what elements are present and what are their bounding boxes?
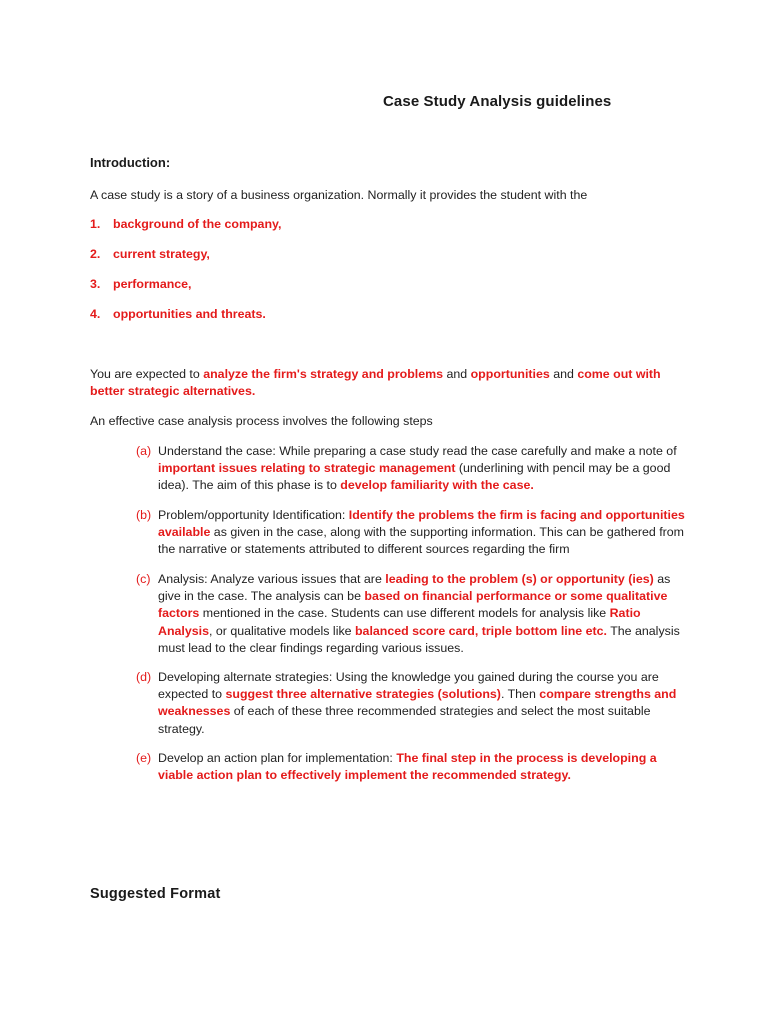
step-body <box>158 507 686 559</box>
step-a <box>136 443 686 495</box>
list-text: opportunities and threats. <box>113 307 266 321</box>
text-run: Problem/opportunity Identification: <box>158 508 349 522</box>
step-body <box>158 750 686 784</box>
emphasis-run: opportunities <box>470 367 550 381</box>
list-text: current strategy, <box>113 247 210 261</box>
step-label: (d) <box>136 670 152 684</box>
list-item <box>90 247 210 261</box>
emphasis-run: The final step in the process is developing a viable action plan to effectively implement the recommended strategy. <box>158 751 657 783</box>
introduction-heading: Introduction: <box>90 155 171 170</box>
list-item <box>90 277 192 291</box>
step-label: (a) <box>136 444 152 458</box>
step-body <box>158 443 686 495</box>
intro-paragraph: A case study is a story of a business organization. Normally it provides the student with the <box>90 188 588 202</box>
text-run: . Then <box>500 687 540 702</box>
text-run: as give in the case. The analysis can be <box>158 572 671 604</box>
text-run: (underlining with pencil may be a good idea). The aim of this phase is to <box>158 461 671 493</box>
text-run: and <box>443 367 471 381</box>
list-number: 2. <box>90 247 101 261</box>
text-run: The analysis must lead to the clear findings regarding various issues. <box>158 623 680 655</box>
step-label: (c) <box>136 572 151 586</box>
text-run: Analysis: Analyze various issues that are <box>158 572 386 586</box>
emphasis-run: balanced score card, triple bottom line etc. <box>354 623 607 638</box>
text-run: You are expected to <box>90 367 204 381</box>
text-run: Developing alternate strategies: Using the knowledge you gained during the course you are expected to <box>158 670 659 702</box>
emphasis-run: suggest three alternative strategies (solutions) <box>225 687 501 702</box>
expectations-paragraph <box>90 366 680 400</box>
emphasis-run: important issues relating to strategic management <box>158 461 456 476</box>
step-body <box>158 571 686 657</box>
text-run: Develop an action plan for implementation: <box>158 751 397 765</box>
step-label: (b) <box>136 508 152 522</box>
emphasis-run: based on financial performance or some qualitative factors <box>158 589 668 621</box>
step-c <box>136 571 686 657</box>
step-d <box>136 669 686 738</box>
list-text: background of the company, <box>113 217 282 231</box>
list-text: performance, <box>113 277 192 291</box>
step-e <box>136 750 686 784</box>
emphasis-run: Identify the problems the firm is facing and opportunities available <box>158 508 685 540</box>
list-number: 1. <box>90 217 101 231</box>
document-title: Case Study Analysis guidelines <box>383 93 612 110</box>
emphasis-run: develop familiarity with the case. <box>340 478 534 493</box>
text-run: as given in the case, along with the supporting information. This can be gathered from the narrative or statements attributed to different sources regarding the firm <box>158 525 685 557</box>
list-item <box>90 217 281 231</box>
text-run: and <box>549 367 578 381</box>
emphasis-run: come out with better strategic alternatives. <box>90 367 661 398</box>
list-number: 3. <box>90 277 101 291</box>
emphasis-run: Ratio Analysis <box>158 606 641 638</box>
emphasis-run: compare strengths and weaknesses <box>158 687 677 719</box>
suggested-format-heading: Suggested Format <box>90 886 221 902</box>
text-run: mentioned in the case. Students can use different models for analysis like <box>199 606 610 621</box>
emphasis-run: analyze the firm's strategy and problems <box>203 367 444 381</box>
text-run: , or qualitative models like <box>208 623 355 638</box>
step-b <box>136 507 686 559</box>
list-item <box>90 307 266 321</box>
text-run: Understand the case: While preparing a case study read the case carefully and make a note of <box>158 444 677 458</box>
step-label: (e) <box>136 751 152 765</box>
list-number: 4. <box>90 307 101 321</box>
steps-intro: An effective case analysis process involves the following steps <box>90 414 433 428</box>
step-body <box>158 669 686 738</box>
text-run: of each of these three recommended strategies and select the most suitable strategy. <box>158 704 651 736</box>
emphasis-run: leading to the problem (s) or opportunity (ies) <box>385 572 654 586</box>
